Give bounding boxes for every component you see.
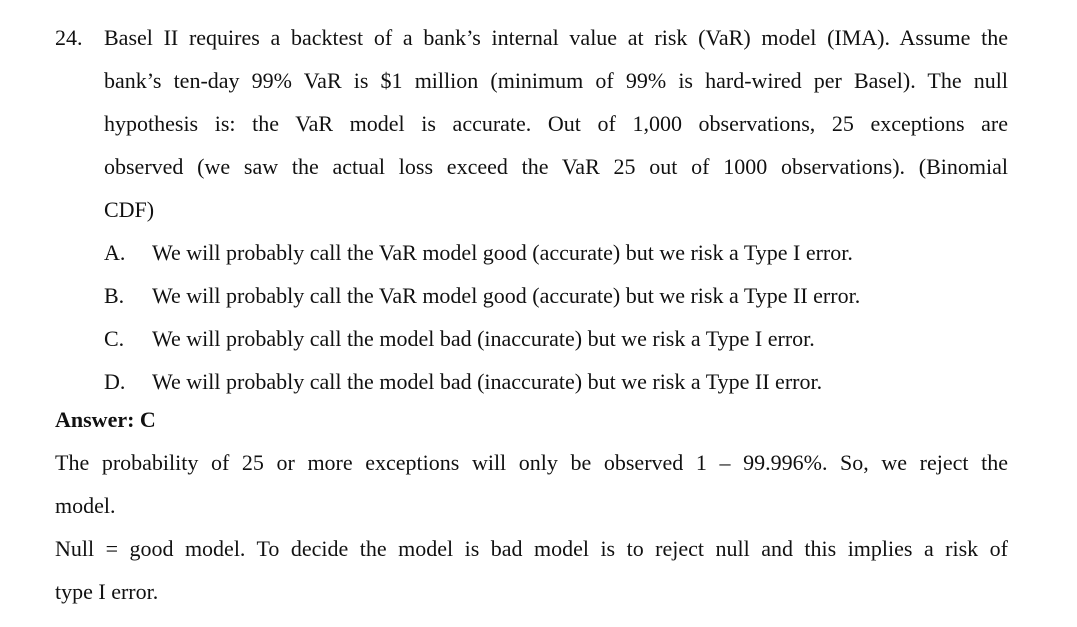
explanation-line: Null = good model. To decide the model is bad model is to reject null and this implies a risk of	[55, 536, 1008, 561]
option-letter: C.	[104, 326, 125, 351]
question-line: observed (we saw the actual loss exceed the VaR 25 out of 1000 observations). (Binomial	[104, 154, 1008, 179]
question-line: Basel II requires a backtest of a bank’s internal value at risk (VaR) model (IMA). Assume the	[104, 25, 1008, 50]
option-letter: B.	[104, 283, 125, 308]
option-text: We will probably call the VaR model good (accurate) but we risk a Type I error.	[152, 240, 853, 265]
option-b	[104, 274, 1008, 317]
option-letter: D.	[104, 369, 126, 394]
option-text: We will probably call the VaR model good (accurate) but we risk a Type II error.	[152, 283, 861, 308]
question-line: CDF)	[104, 197, 155, 222]
explanation	[55, 446, 1008, 618]
option-a	[104, 231, 1008, 274]
option-text: We will probably call the model bad (inaccurate) but we risk a Type I error.	[152, 326, 815, 351]
question-line: hypothesis is: the VaR model is accurate. Out of 1,000 observations, 25 exceptions are	[104, 111, 1008, 136]
option-d	[104, 360, 1008, 403]
option-text: We will probably call the model bad (inaccurate) but we risk a Type II error.	[152, 369, 823, 394]
question-line: bank’s ten-day 99% VaR is $1 million (minimum of 99% is hard-wired per Basel). The null	[104, 68, 1008, 93]
answer-options	[104, 231, 1008, 403]
explanation-line: type I error.	[55, 579, 159, 604]
option-c	[104, 317, 1008, 360]
question-text	[104, 16, 1008, 231]
question-number: 24.	[55, 25, 83, 50]
explanation-line: model.	[55, 493, 116, 518]
answer-label: Answer: C	[55, 407, 156, 432]
explanation-line: The probability of 25 or more exceptions will only be observed 1 – 99.996%. So, we reject the	[55, 450, 1008, 475]
option-letter: A.	[104, 240, 126, 265]
